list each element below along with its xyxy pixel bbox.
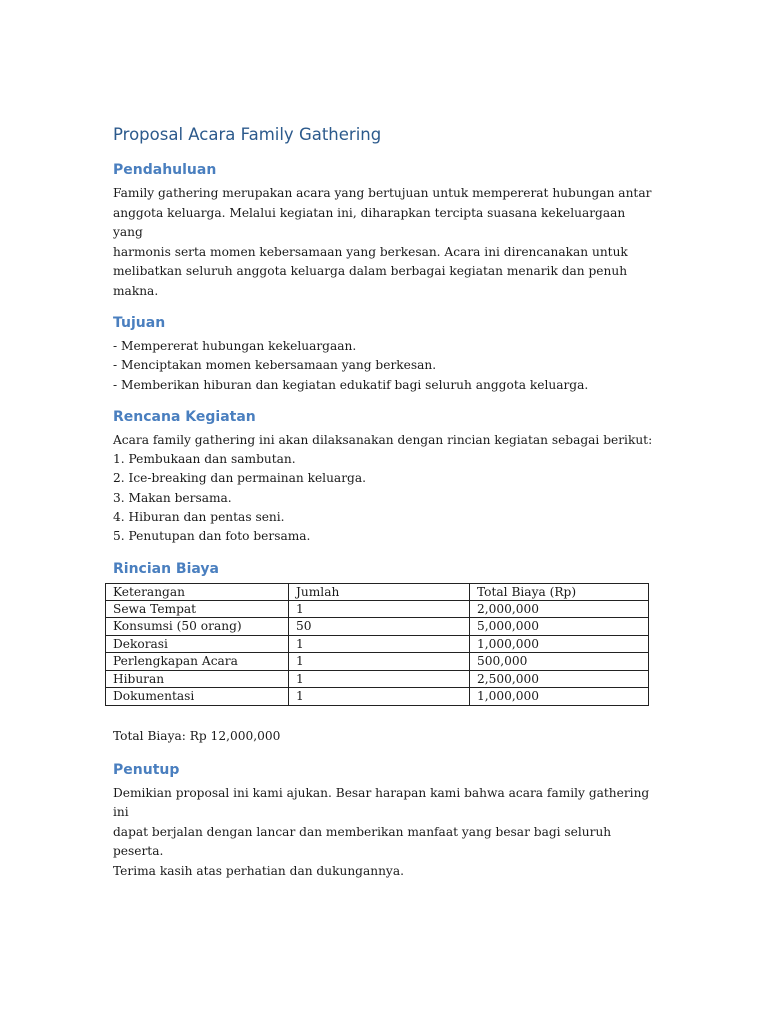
section-heading-tujuan: Tujuan <box>113 315 166 331</box>
goal-item: - Memberikan hiburan dan kegiatan edukatif bagi seluruh anggota keluarga. <box>113 377 589 392</box>
table-cell: 500,000 <box>470 653 649 670</box>
section-penutup <box>113 760 653 882</box>
table-cell: Sewa Tempat <box>106 601 289 618</box>
table-cell: 50 <box>289 618 470 635</box>
table-cell: 2,000,000 <box>470 601 649 618</box>
table-row <box>106 618 649 635</box>
intro-line: melibatkan seluruh anggota keluarga dalam berbagai kegiatan menarik dan penuh makna. <box>113 264 628 298</box>
table-row <box>106 688 649 705</box>
table-cell: 5,000,000 <box>470 618 649 635</box>
table-row <box>106 653 649 670</box>
closing-line: Terima kasih atas perhatian dan dukungannya. <box>113 863 404 878</box>
table-cell: 1,000,000 <box>470 635 649 652</box>
intro-line: anggota keluarga. Melalui kegiatan ini, diharapkan tercipta suasana kekeluargaan yang <box>113 205 626 239</box>
section-heading-penutup: Penutup <box>113 761 180 778</box>
table-row <box>106 601 649 618</box>
plan-item: 4. Hiburan dan pentas seni. <box>113 510 285 525</box>
document-page <box>113 124 653 893</box>
document-title: Proposal Acara Family Gathering <box>113 125 382 144</box>
table-cell: Dekorasi <box>106 635 289 652</box>
column-header: Jumlah <box>289 583 470 600</box>
table-cell: 1 <box>289 688 470 705</box>
plan-item: 2. Ice-breaking dan permainan keluarga. <box>113 471 366 486</box>
table-row <box>106 670 649 687</box>
table-cell: 1 <box>289 601 470 618</box>
table-header-row <box>106 583 649 600</box>
closing-line: dapat berjalan dengan lancar dan memberikan manfaat yang besar bagi seluruh peserta. <box>113 824 612 859</box>
table-cell: 1 <box>289 670 470 687</box>
column-header: Keterangan <box>106 583 289 600</box>
intro-line: harmonis serta momen kebersamaan yang berkesan. Acara ini direncanakan untuk <box>113 244 628 259</box>
section-heading-rencana: Rencana Kegiatan <box>113 408 256 425</box>
plan-item: 5. Penutupan dan foto bersama. <box>113 529 311 544</box>
table-cell: 2,500,000 <box>470 670 649 687</box>
section-rencana-kegiatan <box>113 407 653 547</box>
table-cell: Dokumentasi <box>106 688 289 705</box>
goal-item: - Menciptakan momen kebersamaan yang berkesan. <box>113 358 437 373</box>
table-cell: Konsumsi (50 orang) <box>106 618 289 635</box>
total-cost: Total Biaya: Rp 12,000,000 <box>113 728 281 743</box>
column-header: Total Biaya (Rp) <box>470 583 649 600</box>
section-rincian-biaya <box>113 559 653 746</box>
table-cell: 1 <box>289 653 470 670</box>
section-tujuan <box>113 313 653 395</box>
section-heading-biaya: Rincian Biaya <box>113 560 219 577</box>
table-cell: 1 <box>289 635 470 652</box>
table-row <box>106 635 649 652</box>
plan-item: 3. Makan bersama. <box>113 490 232 505</box>
goal-item: - Mempererat hubungan kekeluargaan. <box>113 339 357 353</box>
closing-line: Demikian proposal ini kami ajukan. Besar harapan kami bahwa acara family gathering ini <box>113 785 650 820</box>
table-cell: Perlengkapan Acara <box>106 653 289 670</box>
intro-line: Family gathering merupakan acara yang bertujuan untuk mempererat hubungan antar <box>113 186 652 200</box>
section-heading-pendahuluan: Pendahuluan <box>113 162 217 178</box>
table-cell: 1,000,000 <box>470 688 649 705</box>
cost-table <box>105 583 649 706</box>
section-pendahuluan <box>113 160 653 301</box>
table-cell: Hiburan <box>106 670 289 687</box>
plan-item: 1. Pembukaan dan sambutan. <box>113 452 296 467</box>
plan-intro: Acara family gathering ini akan dilaksanakan dengan rincian kegiatan sebagai berikut: <box>113 432 653 447</box>
